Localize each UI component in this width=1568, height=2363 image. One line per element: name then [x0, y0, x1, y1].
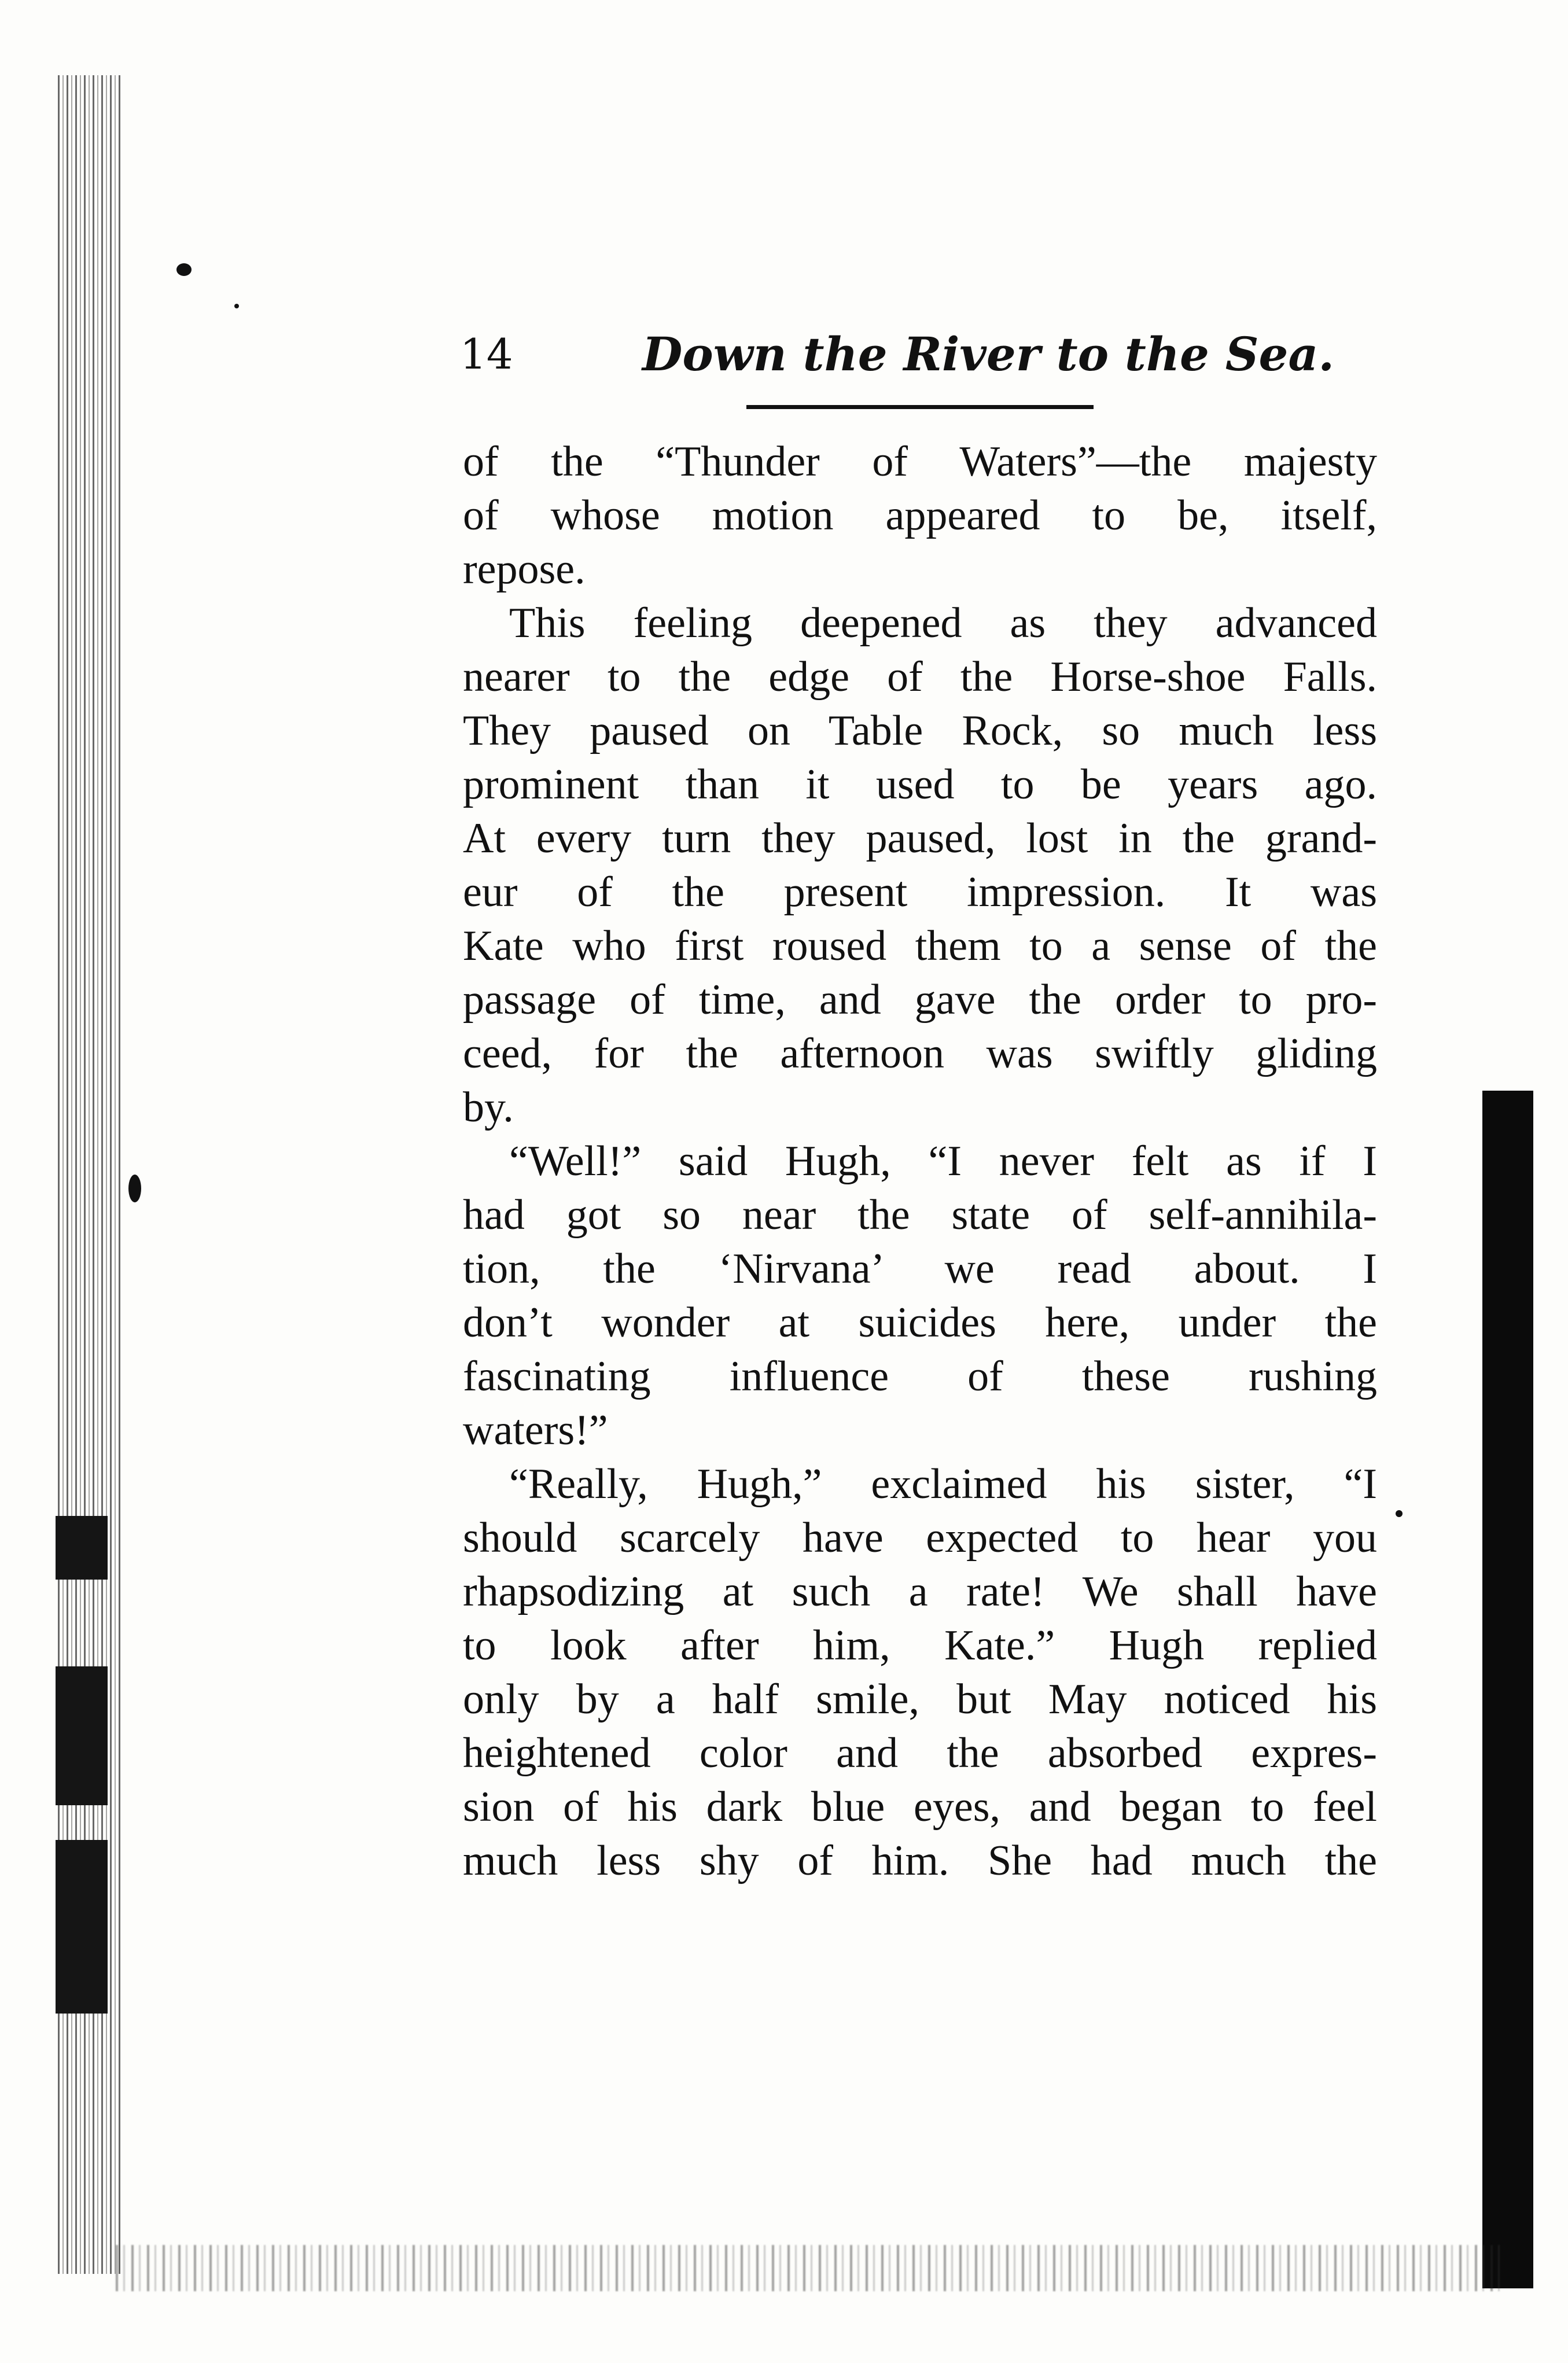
text-line: At every turn they paused, lost in the grand-	[463, 815, 1377, 862]
text-line: by.	[463, 1084, 514, 1131]
ink-speck	[128, 1175, 141, 1202]
page-number: 14	[460, 330, 513, 378]
text-line: ceed, for the afternoon was swiftly gliding	[463, 1030, 1377, 1077]
bottom-scan-noise	[116, 2245, 1504, 2291]
text-line: waters!”	[463, 1407, 608, 1454]
binding-dark-mark	[56, 1516, 108, 1580]
text-line: Kate who first roused them to a sense of the	[463, 922, 1377, 970]
ink-speck	[234, 304, 239, 308]
text-line: eur of the present impression. It was	[463, 868, 1377, 916]
text-line: nearer to the edge of the Horse-shoe Falls.	[463, 653, 1377, 701]
text-line: “Well!” said Hugh, “I never felt as if I	[509, 1138, 1377, 1185]
text-line: tion, the ‘Nirvana’ we read about. I	[463, 1245, 1377, 1293]
text-line: much less shy of him. She had much the	[463, 1837, 1377, 1884]
header-rule	[746, 405, 1094, 409]
text-line: don’t wonder at suicides here, under the	[463, 1299, 1377, 1346]
text-line: They paused on Table Rock, so much less	[463, 707, 1377, 754]
text-line: of whose motion appeared to be, itself,	[463, 492, 1377, 539]
text-line: to look after him, Kate.” Hugh replied	[463, 1622, 1377, 1669]
text-line: should scarcely have expected to hear you	[463, 1514, 1377, 1562]
text-line: only by a half smile, but May noticed his	[463, 1676, 1377, 1723]
text-line: This feeling deepened as they advanced	[509, 599, 1377, 647]
ink-speck	[176, 263, 192, 276]
text-line: prominent than it used to be years ago.	[463, 761, 1377, 808]
text-line: sion of his dark blue eyes, and began to feel	[463, 1783, 1377, 1831]
text-line: passage of time, and gave the order to pro-	[463, 976, 1377, 1024]
binding-dark-mark	[56, 1666, 108, 1805]
ink-speck	[1396, 1510, 1403, 1517]
text-line: heightened color and the absorbed expres-	[463, 1729, 1377, 1777]
text-line: repose.	[463, 546, 586, 593]
binding-dark-mark	[56, 1840, 108, 2014]
text-line: had got so near the state of self-annihila-	[463, 1191, 1377, 1239]
text-line: of the “Thunder of Waters”—the majesty	[463, 438, 1377, 485]
text-line: rhapsodizing at such a rate! We shall have	[463, 1568, 1377, 1615]
text-line: “Really, Hugh,” exclaimed his sister, “I	[509, 1460, 1377, 1508]
running-title: Down the River to the Sea.	[642, 327, 1335, 381]
text-line: fascinating influence of these rushing	[463, 1353, 1377, 1400]
scan-edge-bar	[1482, 1091, 1533, 2288]
